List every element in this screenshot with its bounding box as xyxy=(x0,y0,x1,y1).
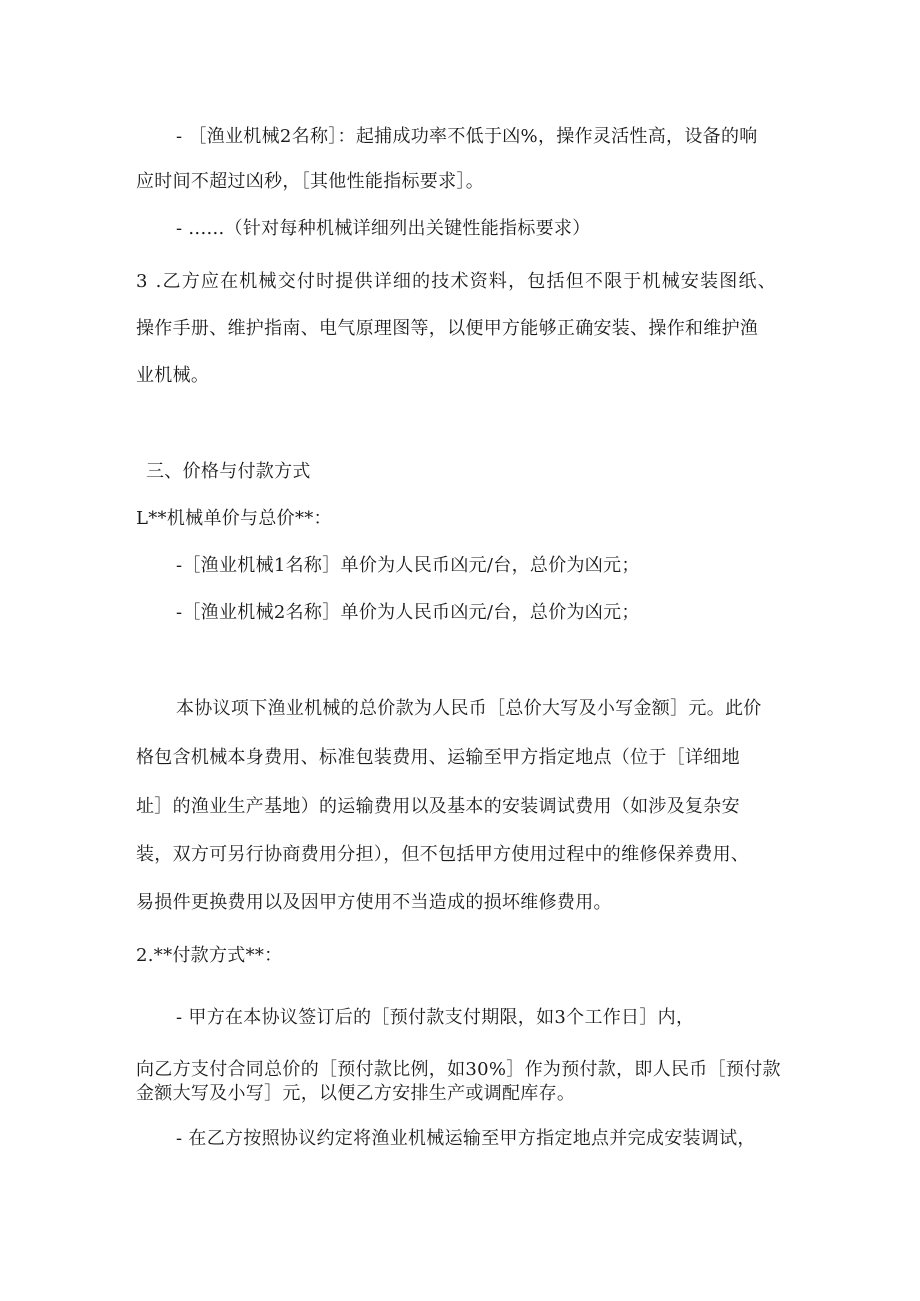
list-item: -［渔业机械2名称］单价为人民币凶元/台，总价为凶元； xyxy=(176,602,640,623)
list-item: - 在乙方按照协议约定将渔业机械运输至甲方指定地点并完成安装调试， xyxy=(176,1128,756,1149)
section-heading: 三、价格与付款方式 xyxy=(146,461,311,482)
text-line: 业机械。 xyxy=(136,365,210,386)
text-line: 装，双方可另行协商费用分担），但不包括甲方使用过程中的维修保养费用、 xyxy=(136,844,750,865)
text-line: 址］的渔业生产基地）的运输费用以及基本的安装调试费用（如涉及复杂安 xyxy=(136,796,740,817)
text-line: 3 .乙方应在机械交付时提供详细的技术资料，包括但不限于机械安装图纸、 xyxy=(136,271,777,292)
text-line: 本协议项下渔业机械的总价款为人民币［总价大写及小写金额］元。此价 xyxy=(176,698,762,719)
text-line: - ......（针对每种机械详细列出关键性能指标要求） xyxy=(176,218,591,239)
text-line: 向乙方支付合同总价的［预付款比例，如30%］作为预付款，即人民币［预付款 xyxy=(136,1059,781,1080)
text-line: 格包含机械本身费用、标准包装费用、运输至甲方指定地点（位于［详细地 xyxy=(136,747,740,768)
list-item: - 甲方在本协议签订后的［预付款支付期限，如3个工作日］内， xyxy=(176,1007,695,1028)
text-line: - ［渔业机械2名称］：起捕成功率不低于凶%，操作灵活性高，设备的响 xyxy=(176,126,758,147)
text-line: 操作手册、维护指南、电气原理图等，以便甲方能够正确安装、操作和维护渔 xyxy=(136,318,759,339)
list-item: -［渔业机械1名称］单价为人民币凶元/台，总价为凶元； xyxy=(176,555,640,576)
text-line: 易损件更换费用以及因甲方使用不当造成的损坏维修费用。 xyxy=(136,892,612,913)
subsection-heading: 2.**付款方式**： xyxy=(136,945,283,966)
subsection-heading: L**机械单价与总价**： xyxy=(136,508,332,529)
text-line: 应时间不超过凶秒，［其他性能指标要求］。 xyxy=(136,171,484,192)
text-line: 金额大写及小写］元，以便乙方安排生产或调配库存。 xyxy=(136,1083,576,1104)
